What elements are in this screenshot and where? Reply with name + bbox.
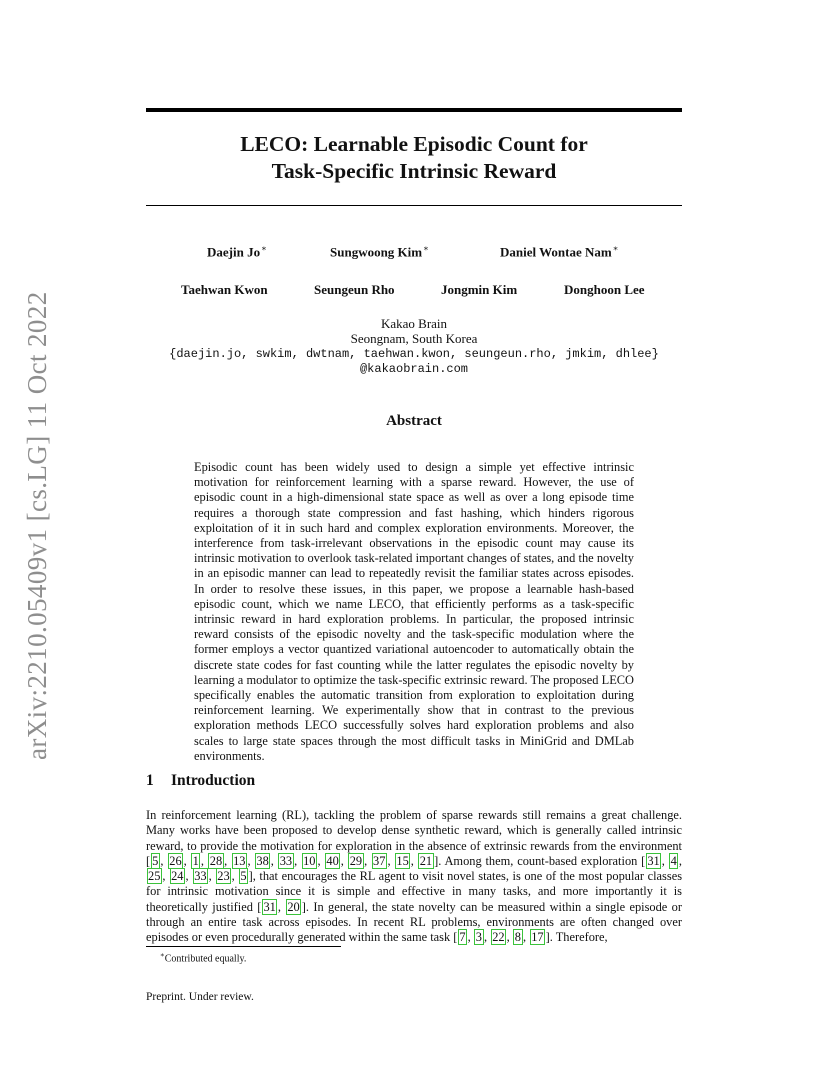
equal-contribution-mark: ∗ bbox=[423, 243, 429, 253]
abstract-heading: Abstract bbox=[386, 413, 442, 429]
citation-link[interactable]: 40 bbox=[326, 853, 339, 868]
citation-link[interactable]: 26 bbox=[169, 853, 182, 868]
intro-text: In reinforcement learning (RL), tackling the problem of sparse rewards still remains a great challenge. Many works have been proposed to develop dense synthetic reward, which is generally called intrinsic reward, to provide the motivation for exploration in the absence of extrinsic rewards from the environment bbox=[146, 808, 682, 853]
citation-link[interactable]: 28 bbox=[209, 853, 223, 868]
citation-link[interactable]: 29 bbox=[349, 853, 363, 868]
author-name: Daejin Jo bbox=[207, 244, 261, 260]
affiliation-org: Kakao Brain bbox=[380, 316, 448, 331]
intro-text: . Among them, count-based exploration bbox=[438, 853, 642, 868]
affiliation-location: Seongnam, South Korea bbox=[350, 331, 478, 346]
title-top-rule bbox=[146, 108, 682, 112]
citation-link[interactable]: 38 bbox=[256, 853, 269, 868]
author-7: Donghoon Lee bbox=[564, 282, 645, 297]
author-2 bbox=[330, 243, 429, 260]
citation-link[interactable]: 7 bbox=[459, 930, 466, 945]
citation-group: [ 5 , 26 , 1 , 28 , 13 , 38 , 33 , 10 , 40 , 29 , 37 , 15 , 21 ] bbox=[146, 853, 439, 868]
citation-link[interactable]: 25 bbox=[148, 869, 161, 884]
section-heading bbox=[146, 772, 255, 790]
author-name: Sungwoong Kim bbox=[330, 244, 423, 260]
citation-link[interactable]: 5 bbox=[240, 869, 247, 884]
citation-link[interactable]: 22 bbox=[492, 930, 505, 945]
email-domain: @kakaobrain.com bbox=[359, 362, 469, 376]
paper-title bbox=[146, 131, 682, 185]
abstract-text: Episodic count has been widely used to design a simple yet effective intrinsic motivation for reinforcement learning with a sparse reward. However, the use of episodic count in a high-dimensional state space as well as over a long episode time requires a thorough state compression and fast hashing, which hinders rigorous exploitation of it in such hard and complex exploration environments. Moreover, the interference from task-irrelevant observations in the episodic count may cause its intrinsic motivation to overlook task-related important changes of states, and the novelty in an episodic manner can lead to repeatedly revisit the familiar states across episodes. In order to resolve these issues, in this paper, we propose a learnable hash-based episodic count, which we name LECO, that efficiently performs as a task-specific intrinsic reward in hard exploration problems. In particular, the proposed intrinsic reward consists of the episodic novelty and the task-specific modulation where the former employs a vector quantized variational autoencoder to automatically obtain the discrete state codes for fast counting while the latter regulates the episodic novelty by learning a modulator to optimize the task-specific extrinsic reward. The proposed LECO specifically enables the automatic transition from exploration to exploitation during reinforcement learning. We experimentally show that in contrast to the previous exploration methods LECO successfully solves hard exploration problems and also scales to large state spaces through the most difficult tasks in MiniGrid and DMLab environments. bbox=[194, 460, 634, 763]
intro-text: . In general, the state novelty can be measured within a single episode or through an entire task across episodes. In recent RL problems, environments are often changed over episodes or even procedurally generated within the same task bbox=[146, 899, 683, 945]
section-number: 1 bbox=[146, 772, 154, 789]
citation-link[interactable]: 21 bbox=[419, 853, 433, 868]
citation-link[interactable]: 33 bbox=[279, 853, 293, 868]
citation-link[interactable]: 10 bbox=[303, 853, 316, 868]
citation-link[interactable]: 31 bbox=[263, 899, 276, 914]
citation-link[interactable]: 5 bbox=[152, 853, 159, 868]
title-bottom-rule bbox=[146, 205, 682, 206]
citation-group: [ 31 , 20 ] bbox=[257, 899, 306, 914]
footnote-mark: ∗ bbox=[160, 951, 165, 959]
author-6: Jongmin Kim bbox=[441, 282, 518, 297]
citation-link[interactable]: 4 bbox=[670, 853, 677, 868]
citation-link[interactable]: 13 bbox=[233, 853, 246, 868]
author-4: Taehwan Kwon bbox=[181, 282, 268, 297]
citation-link[interactable]: 1 bbox=[192, 853, 199, 868]
citation-link[interactable]: 24 bbox=[171, 869, 184, 884]
citation-link[interactable]: 3 bbox=[475, 930, 482, 945]
citation-link[interactable]: 17 bbox=[531, 930, 544, 945]
author-3 bbox=[500, 243, 619, 260]
intro-text: . Therefore, bbox=[549, 930, 608, 945]
citation-link[interactable]: 8 bbox=[514, 930, 521, 945]
arxiv-stamp: arXiv:2210.05409v1 [cs.LG] 11 Oct 2022 bbox=[22, 291, 52, 760]
footnote-rule bbox=[146, 946, 341, 947]
citation-link[interactable]: 37 bbox=[373, 853, 386, 868]
citation-link[interactable]: 33 bbox=[194, 869, 207, 884]
citation-group: [ 7 , 3 , 22 , 8 , 17 ] bbox=[453, 930, 550, 945]
footnote bbox=[160, 951, 246, 964]
footnote-text: Contributed equally. bbox=[164, 953, 247, 965]
section-title: Introduction bbox=[171, 772, 256, 789]
citation-link[interactable]: 15 bbox=[396, 853, 409, 868]
author-5: Seungeun Rho bbox=[314, 282, 395, 297]
preprint-note: Preprint. Under review. bbox=[146, 991, 254, 1003]
citation-link[interactable]: 23 bbox=[217, 869, 230, 884]
citation-link[interactable]: 31 bbox=[647, 853, 660, 868]
title-line-2: Task-Specific Intrinsic Reward bbox=[271, 159, 557, 183]
author-1 bbox=[207, 243, 267, 260]
title-line-1: LECO: Learnable Episodic Count for bbox=[240, 132, 588, 156]
citation-group: [ 31 , 4 , 25 , 24 , 33 , 23 , 5 ] bbox=[148, 853, 682, 884]
equal-contribution-mark: ∗ bbox=[612, 243, 619, 253]
introduction-paragraph bbox=[146, 808, 682, 946]
equal-contribution-mark: ∗ bbox=[261, 243, 267, 253]
citation-link[interactable]: 20 bbox=[287, 899, 300, 914]
author-name: Daniel Wontae Nam bbox=[500, 244, 612, 260]
author-emails: {daejin.jo, swkim, dwtnam, taehwan.kwon, seungeun.rho, jmkim, dhlee} bbox=[169, 347, 659, 361]
intro-text: , that encourages the RL agent to visit novel states, is one of the most popular classes for intrinsic motivation since it is simple and effective in many tasks, and more importantly it is theoretically justified bbox=[146, 869, 683, 914]
